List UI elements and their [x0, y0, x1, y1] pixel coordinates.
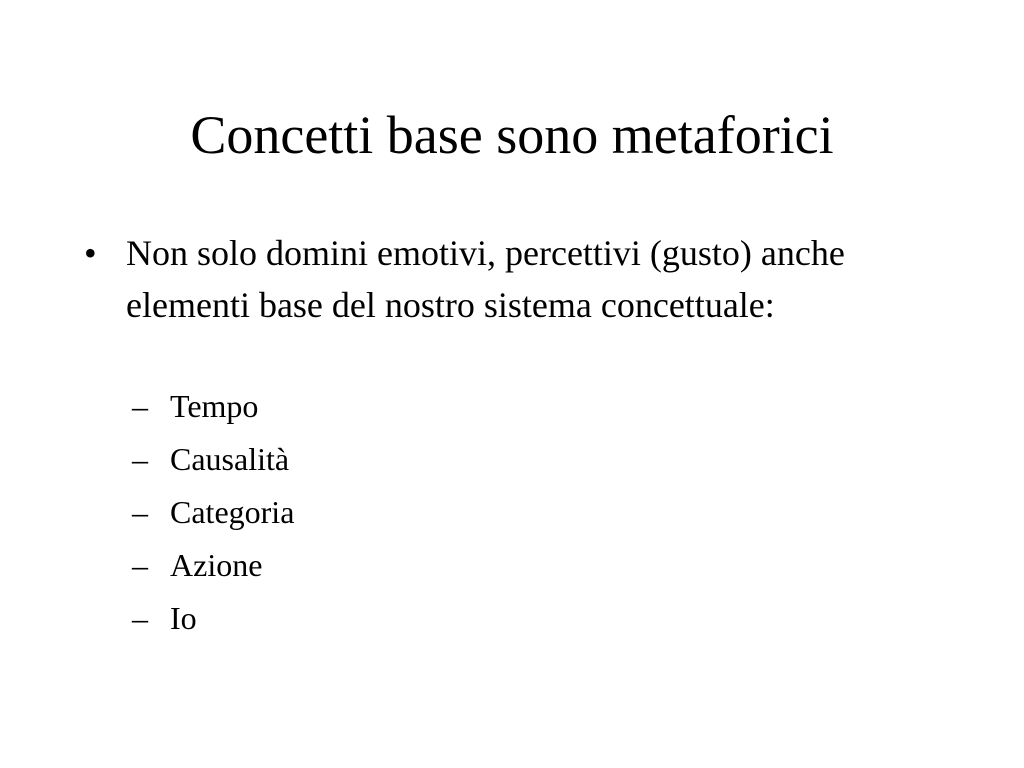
slide-title: Concetti base sono metaforici — [190, 105, 834, 165]
sub-item-dash: – — [132, 388, 148, 424]
sub-item-dash: – — [132, 441, 148, 477]
sub-item-label: Io — [170, 600, 197, 636]
sub-item-categoria — [132, 486, 294, 539]
sub-item-io — [132, 592, 294, 645]
sub-item-azione — [132, 539, 294, 592]
bullet-item — [84, 227, 964, 331]
sub-item-dash: – — [132, 600, 148, 636]
bullet-text: Non solo domini emotivi, percettivi (gusto) anche elementi base del nostro sistema concettuale: — [126, 233, 845, 325]
sub-item-dash: – — [132, 494, 148, 530]
sub-item-label: Categoria — [170, 494, 295, 530]
sub-item-tempo — [132, 380, 294, 433]
sub-item-dash: – — [132, 547, 148, 583]
sub-item-label: Tempo — [170, 388, 259, 424]
sub-item-label: Causalità — [170, 441, 290, 477]
sub-list — [132, 380, 294, 645]
sub-item-label: Azione — [170, 547, 263, 583]
sub-item-causalita — [132, 433, 294, 486]
bullet-marker: • — [84, 233, 97, 273]
